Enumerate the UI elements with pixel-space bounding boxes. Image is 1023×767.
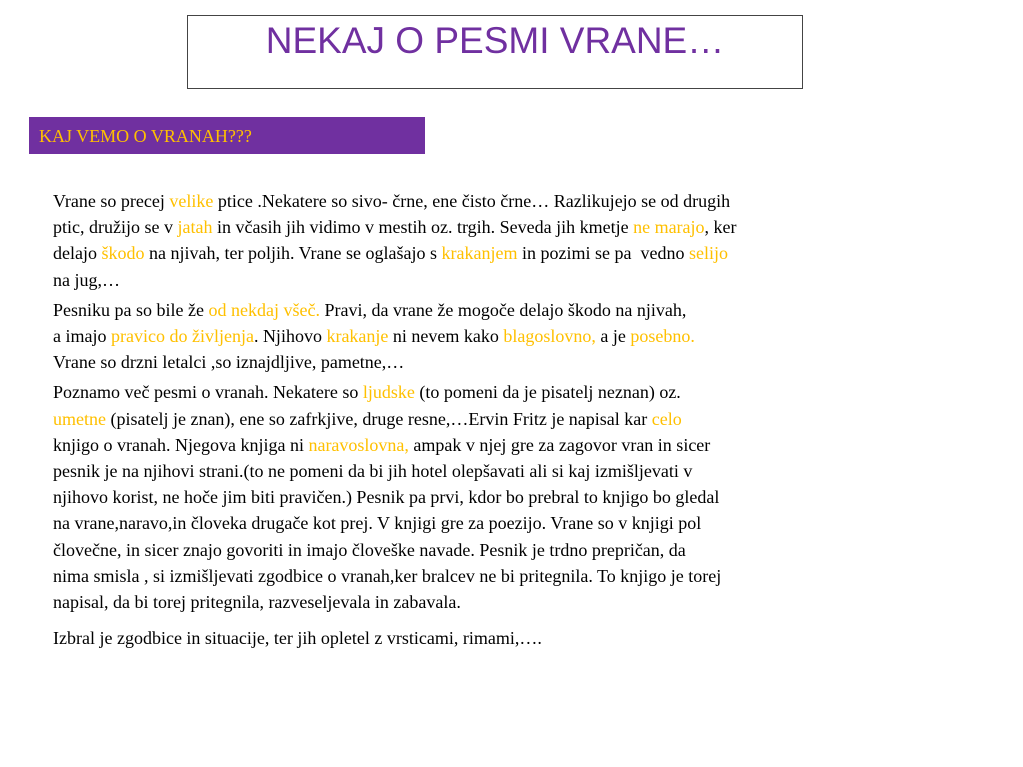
highlighted-term: posebno. (630, 326, 695, 347)
body-text (53, 188, 953, 651)
text-line (53, 589, 953, 615)
text-segment: Pravi, da vrane že mogoče delajo škodo na njivah, (319, 299, 687, 320)
paragraph (53, 379, 953, 615)
text-line (53, 267, 953, 293)
text-segment: ptic, družijo se v (53, 217, 178, 238)
text-segment: na njivah, ter poljih. Vrane se oglašajo s (144, 243, 442, 264)
highlighted-term: krakanje (326, 326, 389, 347)
text-segment: ni nevem kako (388, 326, 504, 347)
text-segment: Poznamo več pesmi o vranah. Nekatere so (53, 382, 363, 403)
paragraph (53, 297, 953, 376)
highlighted-term: selijo (688, 243, 728, 264)
text-segment: človečne, in sicer znajo govoriti in imajo človeške navade. Pesnik je trdno prepričan, da (53, 539, 686, 560)
text-line (53, 240, 953, 266)
text-line (53, 349, 953, 375)
text-segment: ptice .Nekatere so sivo- črne, ene čisto črne… Razlikujejo se od drugih (213, 191, 731, 211)
text-segment: napisal, da bi torej pritegnila, razveseljevala in zabavala. (53, 592, 461, 613)
text-segment: ampak v njej gre za zagovor vran in sicer (408, 434, 711, 455)
text-segment: Pesniku pa so bile že (53, 299, 209, 320)
text-line (53, 563, 953, 589)
text-segment: a imajo (53, 326, 111, 347)
paragraph (53, 625, 953, 651)
text-segment: in včasih jih vidimo v mestih oz. trgih. Seveda jih kmetje (212, 217, 634, 238)
text-segment: Izbral je zgodbice in situacije, ter jih opletel z vrsticami, rimami,…. (53, 628, 542, 649)
text-line (53, 432, 953, 458)
highlighted-term: velike (169, 191, 214, 211)
highlighted-term: umetne (53, 408, 106, 429)
text-line (53, 188, 953, 214)
highlighted-term: od nekdaj všeč. (208, 299, 320, 320)
text-segment: delajo (53, 243, 102, 264)
text-segment: Vrane so precej (53, 191, 170, 211)
text-line (53, 510, 953, 536)
text-line (53, 625, 953, 651)
text-segment: in pozimi se pa vedno (517, 243, 689, 264)
text-segment: (to pomeni da je pisatelj neznan) oz. (414, 382, 681, 403)
text-line (53, 379, 953, 405)
highlighted-term: celo (651, 408, 682, 429)
highlighted-term: krakanjem (441, 243, 518, 264)
text-line (53, 214, 953, 240)
section-banner-label: KAJ VEMO O VRANAH??? (39, 126, 252, 146)
title-box (187, 15, 803, 89)
highlighted-term: blagoslovno, (503, 326, 596, 347)
text-segment: pesnik je na njihovi strani.(to ne pomeni da bi jih hotel olepšavati ali si kaj izmišljevati v (53, 461, 693, 482)
highlighted-term: ne marajo (633, 217, 705, 238)
text-segment: nima smisla , si izmišljevati zgodbice o vranah,ker bralcev ne bi pritegnila. To knjigo je torej (53, 565, 722, 586)
highlighted-term: ljudske (362, 382, 415, 403)
slide-title: NEKAJ O PESMI VRANE… (265, 20, 725, 61)
highlighted-term: naravoslovna, (308, 434, 409, 455)
text-segment: Vrane so drzni letalci ,so iznajdljive, pametne,… (53, 352, 405, 373)
highlighted-term: jatah (177, 217, 213, 238)
section-banner (29, 117, 425, 154)
text-segment: njihovo korist, ne hoče jim biti pravičen.) Pesnik pa prvi, kdor bo prebral to knjigo bo gledal (53, 487, 720, 508)
text-line (53, 323, 953, 349)
text-line (53, 537, 953, 563)
text-segment: (pisatelj je znan), ene so zafrkjive, druge resne,…Ervin Fritz je napisal kar (105, 408, 652, 429)
text-line (53, 458, 953, 484)
paragraph (53, 188, 953, 293)
text-line (53, 406, 953, 432)
text-segment: na jug,… (53, 269, 120, 290)
text-line (53, 297, 953, 323)
text-segment: . Njihovo (253, 326, 327, 347)
text-segment: knjigo o vranah. Njegova knjiga ni (53, 434, 309, 455)
text-line (53, 484, 953, 510)
text-segment: a je (595, 326, 631, 347)
highlighted-term: pravico do življenja (110, 326, 254, 347)
highlighted-term: škodo (101, 243, 145, 264)
text-segment: na vrane,naravo,in človeka drugače kot prej. V knjigi gre za poezijo. Vrane so v knjigi pol (53, 513, 702, 534)
text-segment: , ker (704, 217, 737, 238)
